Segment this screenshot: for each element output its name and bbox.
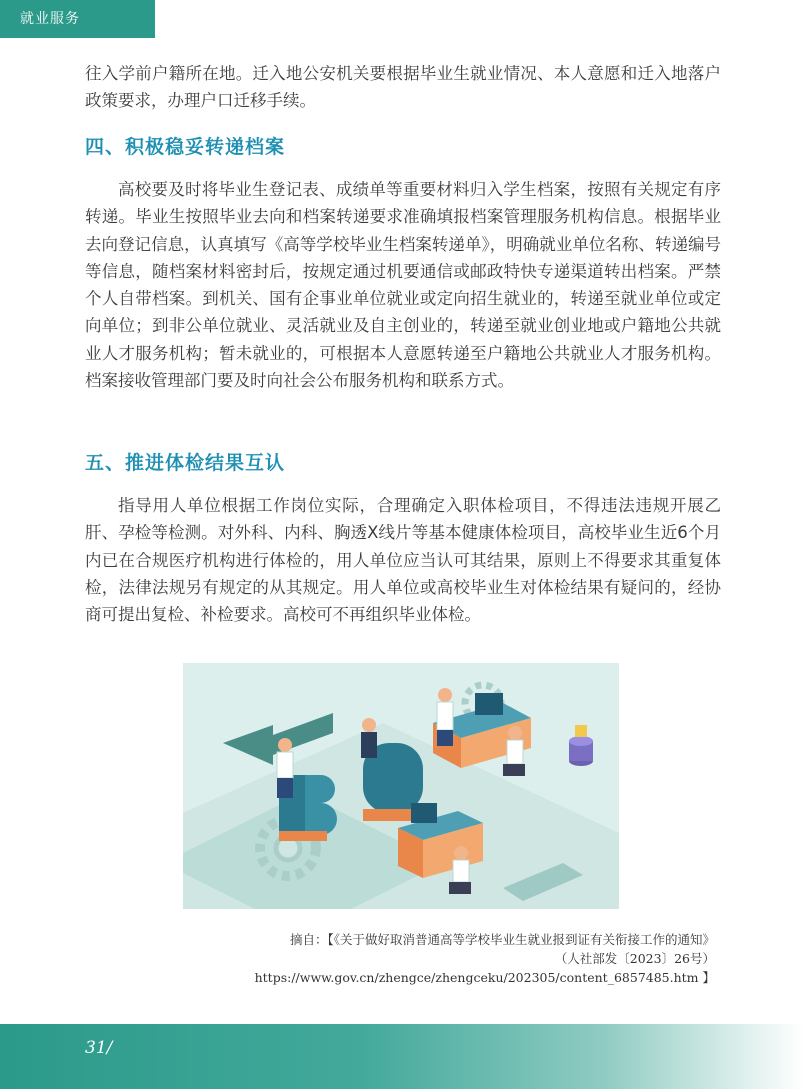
section5-block [85,492,721,628]
section5-heading: 五、推进体检结果互认 [85,452,286,474]
section4-heading: 四、积极稳妥转递档案 [85,136,286,158]
section4-block [85,176,721,394]
source-citation [170,930,715,987]
section4-paragraph: 高校要及时将毕业生登记表、成绩单等重要材料归入学生档案，按照有关规定有序转递。毕业生按照毕业去向和档案转递要求准确填报档案管理服务机构信息。根据毕业去向登记信息，认真填写《高等学校毕业生档案转递单》，明确就业单位名称、转递编号等信息，随档案材料密封后，按规定通过机要通信或邮政特快专递渠道转出档案。严禁个人自带档案。到机关、国有企事业单位就业或定向招生就业的，转递至就业单位或定向单位；到非公单位就业、灵活就业及自主创业的，转递至就业创业地或户籍地公共就业人才服务机构；暂未就业的，可根据本人意愿转递至户籍地公共就业人才服务机构。档案接收管理部门要及时向社会公布服务机构和联系方式。 [85,180,721,391]
person-icon [361,718,377,758]
coin-stack-icon [569,725,593,766]
page-number: 31/ [85,1038,113,1058]
source-url[interactable]: https://www.gov.cn/zhengce/zhengceku/202305/content_6857485.htm 】 [254,970,715,985]
source-title: 摘自：【《关于做好取消普通高等学校毕业生就业报到证有关衔接工作的通知》 [289,932,715,947]
person-icon [277,738,293,798]
source-doc-number: （人社部发〔2023〕26号） [554,951,715,966]
section-tab: 就业服务 [0,0,155,38]
illustration [183,663,619,909]
person-icon [437,688,453,746]
page-footer [0,1024,804,1089]
intro-paragraph: 往入学前户籍所在地。迁入地公安机关要根据毕业生就业情况、本人意愿和迁入地落户政策要求，办理户口迁移手续。 [85,64,721,111]
illustration-svg [183,663,619,909]
intro-block [85,60,721,115]
section5-paragraph: 指导用人单位根据工作岗位实际，合理确定入职体检项目，不得违法违规开展乙肝、孕检等检测。对外科、内科、胸透X线片等基本健康体检项目，高校毕业生近6个月内已在合规医疗机构进行体检的，用人单位应当认可其结果，原则上不得要求其重复体检，法律法规另有规定的从其规定。用人单位或高校毕业生对体检结果有疑问的，经协商可提出复检、补检要求。高校可不再组织毕业体检。 [85,496,721,625]
